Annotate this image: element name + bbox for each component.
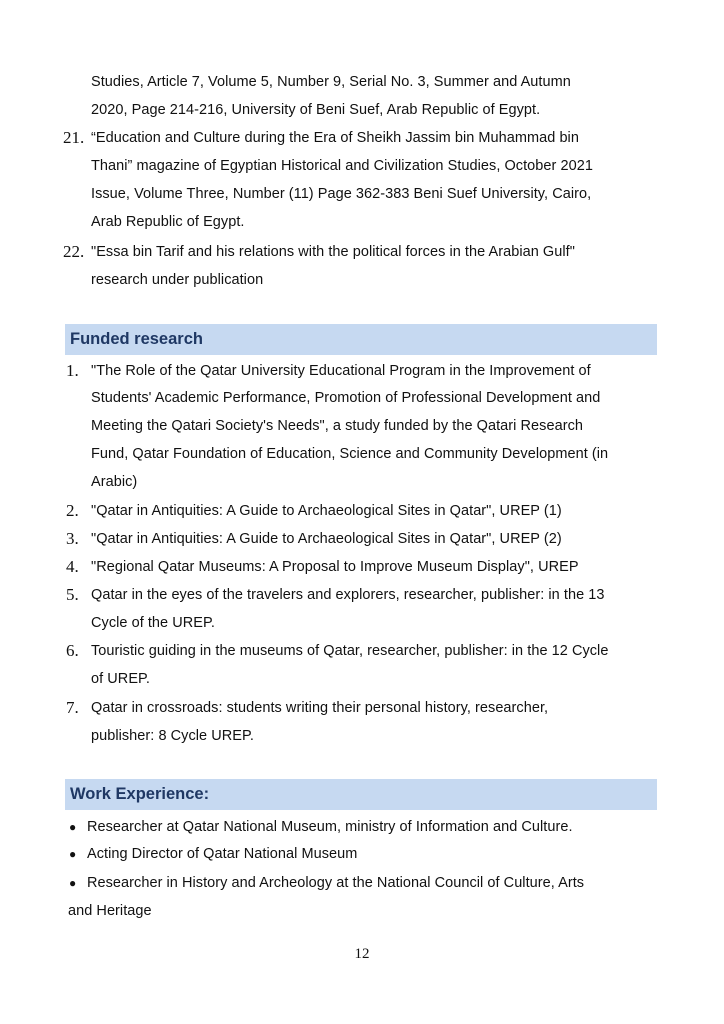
- funded-item-line: Qatar in the eyes of the travelers and explorers, researcher, publisher: in the 13: [91, 587, 605, 603]
- funded-item-line: Qatar in crossroads: students writing their personal history, researcher,: [91, 700, 549, 716]
- work-item: Researcher in History and Archeology at the National Council of Culture, Arts: [87, 875, 585, 891]
- continued-line-1: Studies, Article 7, Volume 5, Number 9, Serial No. 3, Summer and Autumn: [91, 74, 571, 90]
- funded-item-line: Touristic guiding in the museums of Qatar, researcher, publisher: in the 12 Cycle: [91, 643, 609, 659]
- publication-line: Issue, Volume Three, Number (11) Page 362-383 Beni Suef University, Cairo,: [91, 186, 592, 202]
- funded-item-number: 2.: [66, 501, 79, 520]
- funded-item-line: Meeting the Qatari Society's Needs", a study funded by the Qatari Research: [91, 418, 583, 434]
- bullet-icon: ●: [69, 847, 77, 861]
- funded-item-line: Students' Academic Performance, Promotion of Professional Development and: [91, 390, 601, 406]
- work-item: Acting Director of Qatar National Museum: [87, 846, 358, 862]
- funded-item-line: Fund, Qatar Foundation of Education, Science and Community Development (in: [91, 446, 609, 462]
- publication-number: 21.: [63, 128, 85, 147]
- funded-research-heading: Funded research: [70, 330, 203, 348]
- funded-item-number: 1.: [66, 361, 79, 380]
- funded-item-line: "The Role of the Qatar University Educational Program in the Improvement of: [91, 363, 591, 379]
- funded-item-line: publisher: 8 Cycle UREP.: [91, 728, 254, 744]
- publication-line: “Education and Culture during the Era of Sheikh Jassim bin Muhammad bin: [91, 130, 579, 146]
- funded-item-number: 3.: [66, 529, 79, 548]
- publication-line: Thani” magazine of Egyptian Historical and Civilization Studies, October 2021: [91, 158, 593, 174]
- funded-item-line: of UREP.: [91, 671, 150, 687]
- funded-item-line: Cycle of the UREP.: [91, 615, 215, 631]
- work-experience-heading: Work Experience:: [70, 785, 210, 803]
- funded-item-number: 5.: [66, 585, 79, 604]
- funded-item-line: "Qatar in Antiquities: A Guide to Archaeological Sites in Qatar", UREP (2): [91, 531, 562, 547]
- publication-line: "Essa bin Tarif and his relations with the political forces in the Arabian Gulf": [91, 244, 575, 260]
- page-number: 12: [354, 946, 370, 962]
- funded-item-number: 6.: [66, 641, 79, 660]
- bullet-icon: ●: [69, 876, 77, 890]
- continued-line-2: 2020, Page 214-216, University of Beni Suef, Arab Republic of Egypt.: [91, 102, 541, 118]
- work-item: Researcher at Qatar National Museum, ministry of Information and Culture.: [87, 819, 573, 835]
- funded-item-number: 4.: [66, 557, 79, 576]
- funded-item-line: Arabic): [91, 474, 138, 490]
- publication-line: research under publication: [91, 272, 264, 288]
- bullet-icon: ●: [69, 820, 77, 834]
- publication-line: Arab Republic of Egypt.: [91, 214, 245, 230]
- work-item-continuation: and Heritage: [68, 903, 152, 919]
- publication-number: 22.: [63, 242, 85, 261]
- funded-item-line: "Qatar in Antiquities: A Guide to Archaeological Sites in Qatar", UREP (1): [91, 503, 562, 519]
- funded-item-number: 7.: [66, 698, 79, 717]
- funded-item-line: "Regional Qatar Museums: A Proposal to Improve Museum Display", UREP: [91, 559, 579, 575]
